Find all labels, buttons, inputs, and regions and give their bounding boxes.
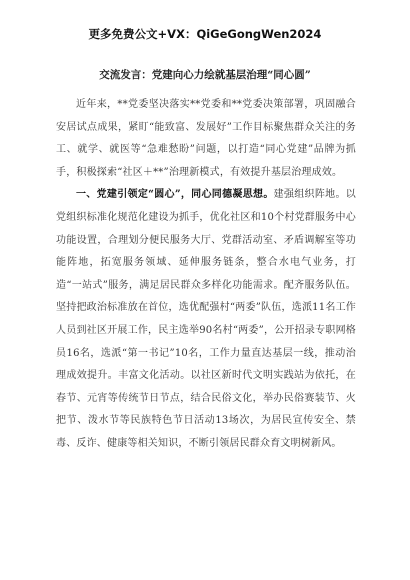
paragraph-section-one <box>56 184 356 455</box>
document-body <box>56 94 356 456</box>
section-one-text: 建强组织阵地。以党组织标准化规范化建设为抓手，优化社区和10个村党群服务中心功能设置，合理划分便民服务大厅、党群活动室、矛盾调解室等功能阵地，拓宽服务领域、延伸服务链条，整合水电气业务，打造“一站式”服务，满足居民群众多样化功能需求。配齐服务队伍。坚持把政治标准放在首位，选优配强村“两委”队伍，选派11名工作人员到社区开展工作，民主选举90名村“两委”，公开招录专职网格员16名，选派“第一书记”10名，工作力量直达基层一线，推动治理成效提升。丰富文化活动。以社区新时代文明实践站为依托，在春节、元宵等传统节日节点，结合民俗文化，举办民俗赛装节、火把节、泼水节等民族特色节日活动13场次，为居民宣传安全、禁毒、反诈、健康等相关知识，不断引领居民群众育文明树新风。 <box>56 189 356 449</box>
section-one-heading: 一、党建引领定“圆心”，同心同德凝思想。 <box>76 189 274 201</box>
paragraph-intro-text: 近年来，**党委坚决落实**党委和**党委决策部署，巩固融合安居试点成果，紧盯“能致富、发展好”工作目标聚焦群众关注的务工、就学、就医等“急难愁盼”问题，以打造“同心党建”品牌为抓手，积极探索“社区＋**”治理新模式，有效提升基层治理成效。 <box>56 99 356 178</box>
paragraph-intro <box>56 94 356 184</box>
page-header: 更多免费公文+VX：QiGeGongWen2024 <box>88 27 322 41</box>
document-title: 交流发言：党建向心力绘就基层治理“同心圆” <box>99 69 311 81</box>
